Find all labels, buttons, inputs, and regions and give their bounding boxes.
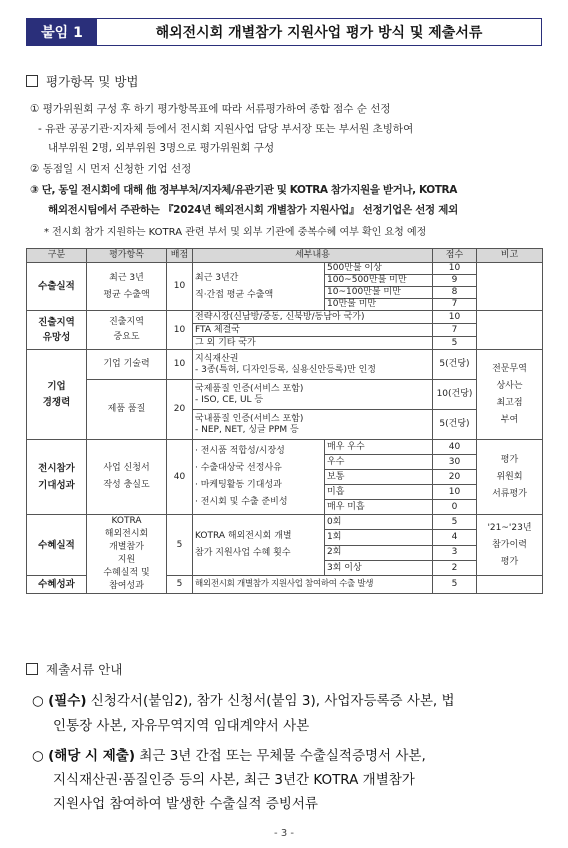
attachment-tag: 붙임 1 bbox=[27, 19, 97, 45]
desc-line: 지식재산권 bbox=[195, 353, 239, 364]
score-cell: 5 bbox=[433, 337, 477, 350]
desc-line: 국제품질 인증(서비스 포함) bbox=[195, 383, 304, 394]
sub-cell: 10만불 미만 bbox=[325, 299, 433, 311]
desc-cell bbox=[193, 380, 433, 410]
desc-line: 국내품질 인증(서비스 포함) bbox=[195, 413, 304, 424]
desc-cell: 최근 3년간 직·간접 평균 수출액 bbox=[193, 263, 325, 311]
section1-heading bbox=[26, 72, 138, 90]
category-cell: 진출지역 유망성 bbox=[27, 311, 87, 350]
score-cell: 8 bbox=[433, 287, 477, 299]
score-cell: 5(건당) bbox=[433, 410, 477, 440]
score-cell: 5 bbox=[433, 515, 477, 530]
sub-cell: 우수 bbox=[325, 455, 433, 470]
bullet-line: · 전시회 및 수출 준비성 bbox=[195, 497, 288, 507]
category-cell: 전시참가 기대성과 bbox=[27, 440, 87, 515]
required-docs-line-1 bbox=[32, 689, 455, 709]
col-header: 세부내용 bbox=[193, 249, 433, 263]
score-cell: 3 bbox=[433, 545, 477, 560]
sub-cell: 미흡 bbox=[325, 485, 433, 500]
optional-docs-line-3: 지원사업 참여하여 발생한 수출실적 증빙서류 bbox=[53, 796, 318, 812]
table-row bbox=[27, 311, 543, 324]
score-cell: 5(건당) bbox=[433, 350, 477, 380]
method-line-2: - 유관 공공기관·지자체 등에서 전시회 지원사업 담당 부서장 또는 부서원 초빙하여 bbox=[38, 123, 414, 135]
points-cell: 20 bbox=[167, 380, 193, 440]
sub-cell: 10~100만불 미만 bbox=[325, 287, 433, 299]
score-cell: 20 bbox=[433, 470, 477, 485]
sub-cell: 전략시장(신남방/중동, 신북방/동남아 국가) bbox=[193, 311, 433, 324]
square-bullet-icon bbox=[26, 75, 38, 87]
note-cell: 전문무역 상사는 최고점 부여 bbox=[477, 350, 543, 440]
section2-heading bbox=[26, 660, 122, 678]
category-cell: 기업 경쟁력 bbox=[27, 350, 87, 440]
col-header: 배점 bbox=[167, 249, 193, 263]
page-title: 해외전시회 개별참가 지원사업 평가 방식 및 제출서류 bbox=[155, 25, 483, 41]
bullet-line: · 전시품 적합성/시장성 bbox=[195, 446, 285, 456]
method-line-5: ③ 단, 동일 전시회에 대해 他 정부부처/지자체/유관기관 및 KOTRA 참가지원을 받거나, KOTRA bbox=[30, 184, 457, 196]
note-cell: 평가 위원회 서류평가 bbox=[477, 440, 543, 515]
bullet-line: · 마케팅활동 기대성과 bbox=[195, 480, 282, 490]
score-cell: 9 bbox=[433, 275, 477, 287]
desc-cell bbox=[193, 410, 433, 440]
table-row bbox=[27, 350, 543, 380]
optional-docs-line-1 bbox=[32, 744, 426, 764]
item-cell: 기업 기술력 bbox=[87, 350, 167, 380]
table-header-row bbox=[27, 249, 543, 263]
page-header bbox=[26, 18, 542, 46]
circle-bullet-icon: ○ bbox=[32, 748, 49, 764]
score-cell: 5 bbox=[433, 576, 477, 594]
evaluation-table bbox=[26, 248, 543, 594]
method-line-6: 해외전시팀에서 주관하는 『2024년 해외전시회 개별참가 지원사업』 선정기업은 선정 제외 bbox=[48, 204, 458, 216]
square-bullet-icon bbox=[26, 663, 38, 675]
col-header: 구분 bbox=[27, 249, 87, 263]
required-docs-line-2: 인통장 사본, 자유무역지역 임대계약서 사본 bbox=[53, 718, 310, 734]
desc-line: - NEP, NET, 싱글 PPM 등 bbox=[195, 424, 299, 435]
sub-cell: 100~500만불 미만 bbox=[325, 275, 433, 287]
sub-cell: 3회 이상 bbox=[325, 561, 433, 576]
col-header: 비고 bbox=[477, 249, 543, 263]
score-cell: 30 bbox=[433, 455, 477, 470]
sub-cell: 2회 bbox=[325, 545, 433, 560]
item-cell: 진출지역 중요도 bbox=[87, 311, 167, 350]
sub-cell: FTA 체결국 bbox=[193, 324, 433, 337]
col-header: 점수 bbox=[433, 249, 477, 263]
note-cell bbox=[477, 311, 543, 350]
item-cell: 최근 3년 평균 수출액 bbox=[87, 263, 167, 311]
sub-cell: 매우 미흡 bbox=[325, 500, 433, 515]
page-number: - 3 - bbox=[274, 828, 294, 839]
category-cell: 수출실적 bbox=[27, 263, 87, 311]
points-cell: 5 bbox=[167, 576, 193, 594]
points-cell: 10 bbox=[167, 350, 193, 380]
required-label: (필수) bbox=[48, 693, 87, 709]
method-line-3: 내부위원 2명, 외부위원 3명으로 평가위원회 구성 bbox=[48, 142, 275, 154]
desc-cell: 해외전시회 개별참가 지원사업 참여하여 수출 발생 bbox=[193, 576, 433, 594]
required-text: 신청각서(붙임2), 참가 신청서(붙임 3), 사업자등록증 사본, 법 bbox=[86, 693, 455, 709]
desc-line: - ISO, CE, UL 등 bbox=[195, 394, 264, 405]
score-cell: 10 bbox=[433, 485, 477, 500]
score-cell: 2 bbox=[433, 561, 477, 576]
points-cell: 10 bbox=[167, 311, 193, 350]
score-cell: 10 bbox=[433, 311, 477, 324]
method-line-4: ② 동점일 시 먼저 신청한 기업 선정 bbox=[30, 163, 192, 175]
points-cell: 10 bbox=[167, 263, 193, 311]
item-cell: 사업 신청서 작성 충실도 bbox=[87, 440, 167, 515]
score-cell: 0 bbox=[433, 500, 477, 515]
sub-cell: 1회 bbox=[325, 530, 433, 545]
score-cell: 40 bbox=[433, 440, 477, 455]
score-cell: 10(건당) bbox=[433, 380, 477, 410]
item-cell: 제품 품질 bbox=[87, 380, 167, 440]
category-cell: 수혜성과 bbox=[27, 576, 87, 594]
method-line-1: ① 평가위원회 구성 후 하기 평가항목표에 따라 서류평가하여 종합 점수 순 선정 bbox=[30, 103, 391, 115]
method-line-7: * 전시회 참가 지원하는 KOTRA 관련 부서 및 외부 기관에 중복수혜 여부 확인 요청 예정 bbox=[44, 227, 427, 238]
sub-cell: 매우 우수 bbox=[325, 440, 433, 455]
score-cell: 10 bbox=[433, 263, 477, 275]
desc-line: - 3종(특허, 디자인등록, 실용신안등록)만 인정 bbox=[195, 364, 376, 375]
score-cell: 4 bbox=[433, 530, 477, 545]
bullet-line: · 수출대상국 선정사유 bbox=[195, 463, 282, 473]
optional-label: (해당 시 제출) bbox=[48, 748, 136, 764]
table-row bbox=[27, 515, 543, 530]
desc-cell bbox=[193, 440, 325, 515]
points-cell: 40 bbox=[167, 440, 193, 515]
circle-bullet-icon: ○ bbox=[32, 693, 49, 709]
optional-text: 최근 3년 간접 또는 무체물 수출실적증명서 사본, bbox=[135, 748, 426, 764]
table-row bbox=[27, 440, 543, 455]
item-cell: KOTRA 해외전시회 개별참가 지원 수혜실적 및 참여성과 bbox=[87, 515, 167, 594]
col-header: 평가항목 bbox=[87, 249, 167, 263]
section1-title: 평가항목 및 방법 bbox=[46, 74, 139, 89]
sub-cell: 그 외 기타 국가 bbox=[193, 337, 433, 350]
sub-cell: 보통 bbox=[325, 470, 433, 485]
note-cell: '21~'23년 참가이력 평가 bbox=[477, 515, 543, 576]
section2-title: 제출서류 안내 bbox=[46, 662, 123, 677]
score-cell: 7 bbox=[433, 324, 477, 337]
desc-cell bbox=[193, 350, 433, 380]
points-cell: 5 bbox=[167, 515, 193, 576]
score-cell: 7 bbox=[433, 299, 477, 311]
category-cell: 수혜실적 bbox=[27, 515, 87, 576]
desc-cell: KOTRA 해외전시회 개별 참가 지원사업 수혜 횟수 bbox=[193, 515, 325, 576]
note-cell bbox=[477, 576, 543, 594]
table-row bbox=[27, 263, 543, 275]
note-cell bbox=[477, 263, 543, 311]
sub-cell: 0회 bbox=[325, 515, 433, 530]
optional-docs-line-2: 지식재산권·품질인증 등의 사본, 최근 3년간 KOTRA 개별참가 bbox=[53, 772, 415, 788]
sub-cell: 500만불 이상 bbox=[325, 263, 433, 275]
